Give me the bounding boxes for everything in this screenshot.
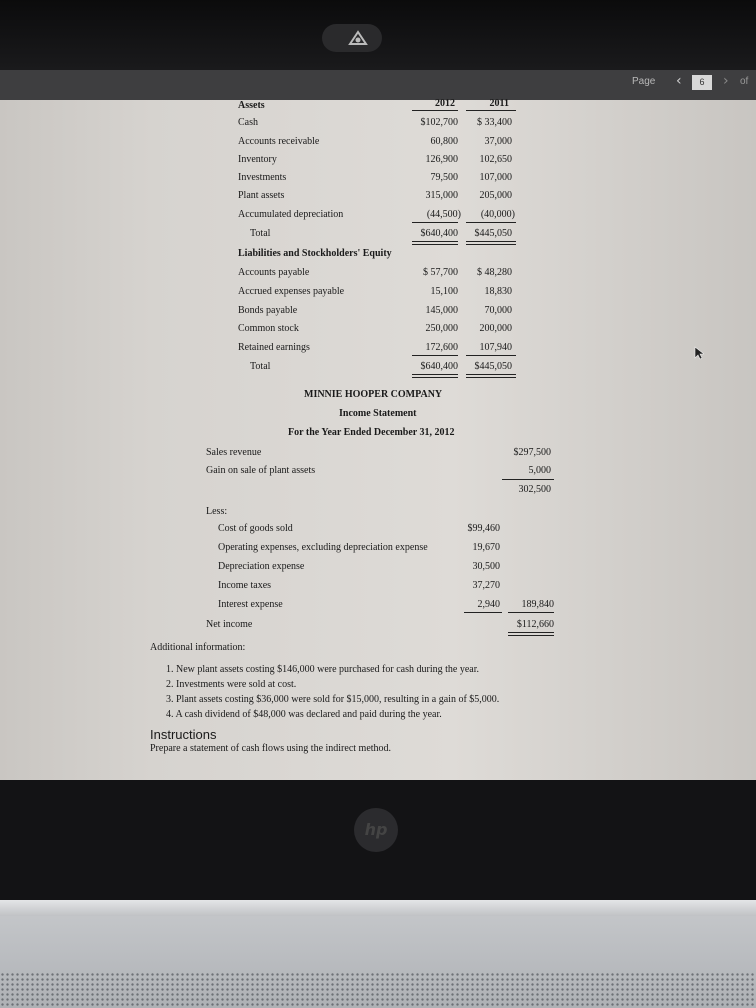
- additional-info-header: Additional information:: [150, 642, 246, 653]
- asset-2011-value: (40,000): [480, 209, 515, 220]
- asset-label: Investments: [238, 172, 287, 183]
- asset-2012-value: 60,800: [430, 136, 458, 147]
- expenses-total-rule: [508, 612, 554, 613]
- additional-info-item: 2. Investments were sold at cost.: [166, 679, 297, 690]
- page-label: Page: [632, 76, 656, 87]
- liability-label: Retained earnings: [238, 342, 310, 353]
- gain-on-sale-value: 5,000: [528, 465, 551, 476]
- asset-label: Cash: [238, 117, 258, 128]
- liability-2011-value: 107,940: [479, 342, 512, 353]
- liabilities-total-2012: $640,400: [420, 361, 458, 372]
- expense-label: Operating expenses, excluding depreciation expense: [218, 542, 428, 553]
- liabilities-header: Liabilities and Stockholders' Equity: [238, 248, 392, 259]
- company-name: MINNIE HOOPER COMPANY: [304, 389, 443, 400]
- instructions-header: Instructions: [150, 727, 217, 742]
- asset-2012-value: 126,900: [425, 154, 458, 165]
- brand-logo-icon: hp: [354, 808, 398, 852]
- expense-value: 37,270: [472, 580, 500, 591]
- expenses-total: 189,840: [521, 599, 554, 610]
- asset-2012-value: $102,700: [420, 117, 458, 128]
- asset-2012-value: (44,500): [426, 209, 461, 220]
- liability-2012-value: $ 57,700: [423, 267, 458, 278]
- liability-2012-value: 172,600: [425, 342, 458, 353]
- expense-value: 19,670: [472, 542, 500, 553]
- assets-total-2011: $445,050: [474, 228, 512, 239]
- liabilities-total-double-rule: [466, 374, 516, 378]
- liability-2011-value: 200,000: [479, 323, 512, 334]
- document-page: [0, 70, 756, 780]
- year-2012-rule: [412, 110, 458, 111]
- asset-2011-value: 107,000: [479, 172, 512, 183]
- asset-2011-value: 205,000: [479, 190, 512, 201]
- asset-label: Accounts receivable: [238, 136, 320, 147]
- assets-total-label: Total: [250, 228, 271, 239]
- asset-2011-value: 37,000: [484, 136, 512, 147]
- webcam-icon: [348, 28, 368, 48]
- liabilities-subtotal-rule: [412, 355, 458, 356]
- liability-2011-value: 18,830: [484, 286, 512, 297]
- expense-value: $99,460: [467, 523, 500, 534]
- assets-total-double-rule: [466, 241, 516, 245]
- liabilities-total-double-rule: [412, 374, 458, 378]
- additional-info-item: 4. A cash dividend of $48,000 was declared and paid during the year.: [166, 709, 442, 720]
- sales-revenue-value: $297,500: [513, 447, 551, 458]
- net-income-double-rule: [508, 632, 554, 636]
- assets-total-double-rule: [412, 241, 458, 245]
- gain-on-sale-label: Gain on sale of plant assets: [206, 465, 316, 476]
- laptop-keyboard-deck: [0, 900, 756, 1008]
- liability-label: Accrued expenses payable: [238, 286, 345, 297]
- year-2012-header: 2012: [435, 98, 455, 109]
- liability-label: Bonds payable: [238, 305, 298, 316]
- net-income-value: $112,660: [516, 619, 554, 630]
- asset-label: Plant assets: [238, 190, 285, 201]
- assets-header: Assets: [238, 100, 265, 111]
- mouse-pointer-icon: [694, 346, 704, 360]
- liabilities-total-2011: $445,050: [474, 361, 512, 372]
- liability-2011-value: $ 48,280: [477, 267, 512, 278]
- expenses-rule: [464, 612, 502, 613]
- next-page-icon[interactable]: ›: [723, 73, 729, 89]
- asset-label: Accumulated depreciation: [238, 209, 344, 220]
- additional-info-item: 3. Plant assets costing $36,000 were sold for $15,000, resulting in a gain of $5,000.: [166, 694, 500, 705]
- asset-label: Inventory: [238, 154, 277, 165]
- assets-subtotal-rule: [412, 222, 458, 223]
- page-of-label: of: [740, 76, 749, 87]
- previous-page-icon[interactable]: ‹: [676, 73, 682, 89]
- expense-label: Cost of goods sold: [218, 523, 293, 534]
- year-2011-rule: [466, 110, 516, 111]
- expense-label: Depreciation expense: [218, 561, 305, 572]
- speaker-grille: [0, 972, 756, 1008]
- assets-subtotal-rule: [466, 222, 516, 223]
- liability-2012-value: 250,000: [425, 323, 458, 334]
- less-label: Less:: [206, 506, 228, 517]
- liabilities-total-label: Total: [250, 361, 271, 372]
- revenue-subtotal-rule: [502, 479, 554, 480]
- sales-revenue-label: Sales revenue: [206, 447, 262, 458]
- assets-total-2012: $640,400: [420, 228, 458, 239]
- instructions-text: Prepare a statement of cash flows using the indirect method.: [150, 743, 392, 754]
- year-2011-header: 2011: [489, 98, 509, 109]
- net-income-label: Net income: [206, 619, 253, 630]
- expense-value: 2,940: [477, 599, 500, 610]
- expense-value: 30,500: [472, 561, 500, 572]
- liability-label: Common stock: [238, 323, 299, 334]
- statement-period: For the Year Ended December 31, 2012: [288, 427, 455, 438]
- revenue-subtotal: 302,500: [518, 484, 551, 495]
- statement-title: Income Statement: [339, 408, 417, 419]
- liability-2012-value: 15,100: [430, 286, 458, 297]
- page-number-input[interactable]: 6: [692, 75, 712, 90]
- liability-label: Accounts payable: [238, 267, 310, 278]
- liability-2011-value: 70,000: [484, 305, 512, 316]
- asset-2011-value: $ 33,400: [477, 117, 512, 128]
- laptop-top-bezel: [0, 0, 756, 70]
- liabilities-subtotal-rule: [466, 355, 516, 356]
- expense-label: Interest expense: [218, 599, 283, 610]
- asset-2012-value: 79,500: [430, 172, 458, 183]
- additional-info-item: 1. New plant assets costing $146,000 were purchased for cash during the year.: [166, 664, 479, 675]
- liability-2012-value: 145,000: [425, 305, 458, 316]
- asset-2011-value: 102,650: [479, 154, 512, 165]
- asset-2012-value: 315,000: [425, 190, 458, 201]
- screen: [0, 70, 756, 780]
- expense-label: Income taxes: [218, 580, 272, 591]
- hinge-edge: [0, 900, 756, 916]
